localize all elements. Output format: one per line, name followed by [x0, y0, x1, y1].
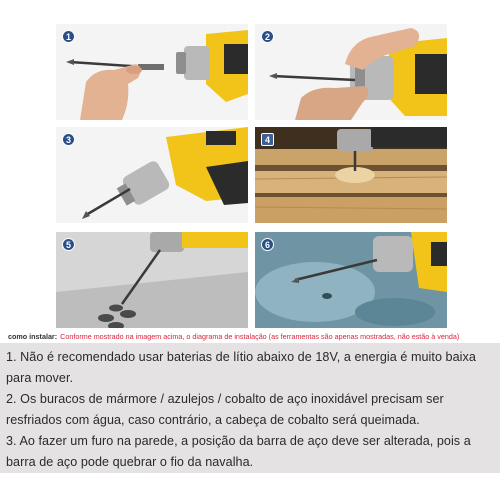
step-6-image	[255, 232, 447, 328]
usage-notes	[0, 343, 500, 473]
step-4-illustration	[255, 127, 447, 223]
step-5-image	[56, 232, 248, 328]
installation-caption	[8, 332, 498, 341]
step-badge: 4	[261, 133, 274, 146]
step-1-image	[56, 24, 248, 120]
step-badge: 3	[62, 133, 75, 146]
step-6-illustration	[255, 232, 447, 328]
step-badge: 1	[62, 30, 75, 43]
step-badge: 2	[261, 30, 274, 43]
step-badge: 6	[261, 238, 274, 251]
step-3-illustration	[56, 127, 248, 223]
step-1-illustration	[56, 24, 248, 120]
note-item: 2. Os buracos de mármore / azulejos / cobalto de aço inoxidável precisam ser resfriados com água, caso contrário, a cabeça de cobalto será queimada.	[6, 392, 444, 427]
step-5-illustration	[56, 232, 248, 328]
caption-label: como instalar:	[8, 332, 58, 341]
caption-text: Conforme mostrado na imagem acima, o diagrama de instalação (as ferramentas são apenas mostradas, não estão à venda)	[60, 332, 460, 341]
step-2-illustration	[255, 24, 447, 120]
step-4-image	[255, 127, 447, 223]
step-2-image	[255, 24, 447, 120]
note-item: 3. Ao fazer um furo na parede, a posição da barra de aço deve ser alterada, pois a barra de aço pode quebrar o fio da navalha.	[6, 434, 471, 469]
step-3-image	[56, 127, 248, 223]
note-item: 1. Não é recomendado usar baterias de lítio abaixo de 18V, a energia é muito baixa para mover.	[6, 350, 476, 385]
step-badge: 5	[62, 238, 75, 251]
